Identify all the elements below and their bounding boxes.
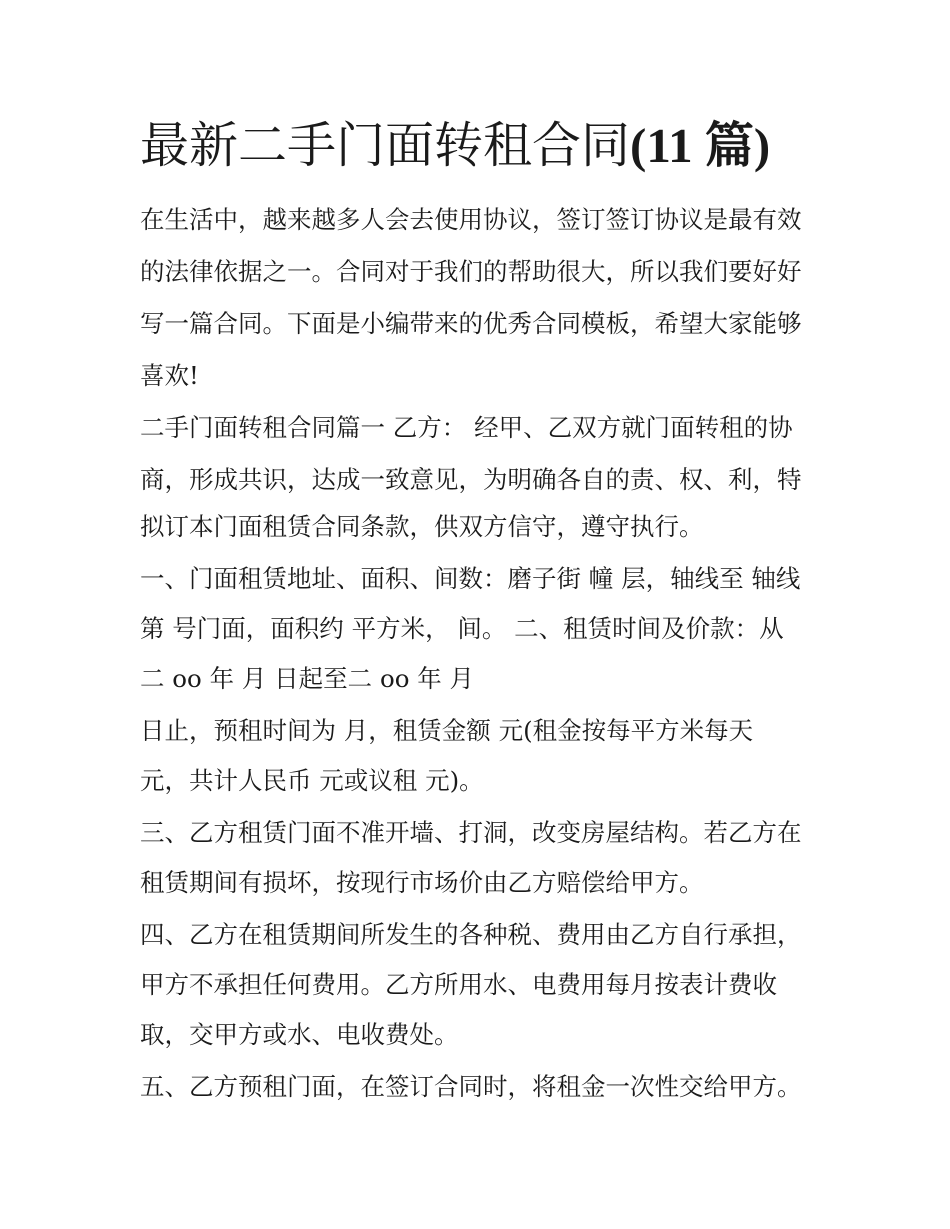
body-line: 商，形成共识，达成一致意见，为明确各自的责、权、利，特	[140, 465, 802, 494]
body-line: 元，共计人民币 元或议租 元)。	[140, 766, 484, 795]
body-line: 一、门面租赁地址、面积、间数：磨子街 幢 层，轴线至 轴线	[140, 564, 801, 593]
body-line: 甲方不承担任何费用。乙方所用水、电费用每月按表计费收	[140, 970, 777, 999]
document-title	[140, 112, 840, 180]
body-line: 取，交甲方或水、电收费处。	[140, 1020, 459, 1049]
title-count: (11 篇)	[630, 118, 771, 173]
body-line: 四、乙方在租赁期间所发生的各种税、费用由乙方自行承担，	[140, 920, 802, 949]
title-main: 最新二手门面转租合同	[140, 117, 631, 174]
body-line: 日止，预租时间为 月，租赁金额 元(租金按每平方米每天	[140, 716, 754, 745]
body-line: 租赁期间有损坏，按现行市场价由乙方赔偿给甲方。	[140, 868, 704, 897]
body-line: 在生活中，越来越多人会去使用协议，签订签订协议是最有效	[140, 205, 802, 234]
body-line: 拟订本门面租赁合同条款，供双方信守，遵守执行。	[140, 512, 704, 541]
body-line: 五、乙方预租门面，在签订合同时，将租金一次性交给甲方。	[140, 1072, 802, 1101]
body-line: 第 号门面，面积约 平方米， 间。 二、租赁时间及价款：从	[140, 614, 784, 643]
body-line: 二 oo 年 月 日起至二 oo 年 月	[140, 664, 475, 693]
body-line: 喜欢!	[140, 361, 199, 390]
body-line: 二手门面转租合同篇一 乙方： 经甲、乙双方就门面转租的协	[140, 413, 793, 442]
body-line: 写一篇合同。下面是小编带来的优秀合同模板，希望大家能够	[140, 309, 802, 338]
body-line: 的法律依据之一。合同对于我们的帮助很大，所以我们要好好	[140, 257, 802, 286]
body-line: 三、乙方租赁门面不准开墙、打洞，改变房屋结构。若乙方在	[140, 818, 802, 847]
